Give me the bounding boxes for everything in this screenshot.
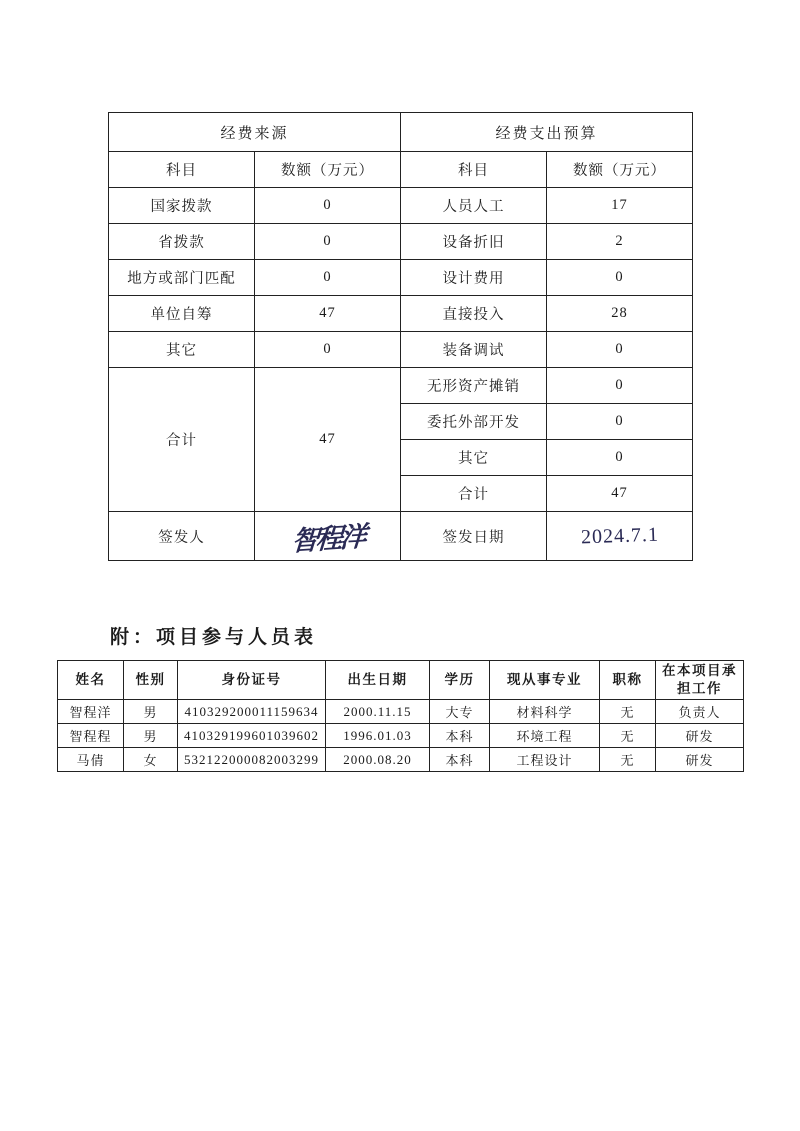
table-row (109, 224, 693, 260)
table-row (109, 152, 693, 188)
table-row (109, 512, 693, 561)
source-item: 省拨款 (109, 224, 255, 260)
expense-amount: 2 (547, 224, 693, 260)
budget-table (108, 112, 693, 561)
cell-birth: 2000.08.20 (326, 748, 430, 772)
personnel-table-container (57, 660, 743, 772)
expense-total-amount: 47 (547, 476, 693, 512)
expense-amount-header: 数额（万元） (547, 152, 693, 188)
cell-title: 无 (600, 748, 656, 772)
cell-duty: 研发 (656, 748, 744, 772)
cell-education: 本科 (430, 724, 490, 748)
expense-item: 其它 (401, 440, 547, 476)
cell-gender: 男 (124, 724, 178, 748)
expense-item: 设计费用 (401, 260, 547, 296)
sign-date-value-cell (547, 512, 693, 561)
handwritten-date: 2024.7.1 (580, 523, 659, 548)
table-row (58, 748, 744, 772)
table-row (109, 368, 693, 404)
column-header-title: 职称 (600, 661, 656, 700)
table-row (58, 724, 744, 748)
source-item: 其它 (109, 332, 255, 368)
table-row (109, 188, 693, 224)
cell-title: 无 (600, 724, 656, 748)
source-item: 国家拨款 (109, 188, 255, 224)
cell-major: 材料科学 (490, 700, 600, 724)
expense-amount: 0 (547, 260, 693, 296)
handwritten-signature: 智程洋 (290, 520, 365, 557)
source-amount: 0 (255, 332, 401, 368)
cell-birth: 2000.11.15 (326, 700, 430, 724)
cell-major: 工程设计 (490, 748, 600, 772)
budget-table-container (108, 112, 692, 561)
expense-item: 直接投入 (401, 296, 547, 332)
cell-name: 马倩 (58, 748, 124, 772)
cell-id: 410329199601039602 (178, 724, 326, 748)
cell-gender: 女 (124, 748, 178, 772)
cell-name: 智程洋 (58, 700, 124, 724)
column-header-education: 学历 (430, 661, 490, 700)
funding-source-title: 经费来源 (109, 113, 401, 152)
expense-item: 装备调试 (401, 332, 547, 368)
signer-signature-cell (255, 512, 401, 561)
table-row (58, 700, 744, 724)
source-amount: 0 (255, 260, 401, 296)
expense-budget-title: 经费支出预算 (401, 113, 693, 152)
column-header-birth: 出生日期 (326, 661, 430, 700)
source-item-header: 科目 (109, 152, 255, 188)
column-header-name: 姓名 (58, 661, 124, 700)
expense-item: 设备折旧 (401, 224, 547, 260)
expense-item: 无形资产摊销 (401, 368, 547, 404)
signer-label: 签发人 (109, 512, 255, 561)
table-row (109, 260, 693, 296)
expense-amount: 0 (547, 404, 693, 440)
cell-major: 环境工程 (490, 724, 600, 748)
table-row (109, 113, 693, 152)
cell-birth: 1996.01.03 (326, 724, 430, 748)
cell-id: 410329200011159634 (178, 700, 326, 724)
expense-amount: 0 (547, 440, 693, 476)
table-row (109, 332, 693, 368)
source-total-label: 合计 (109, 368, 255, 512)
column-header-gender: 性别 (124, 661, 178, 700)
source-item: 单位自筹 (109, 296, 255, 332)
cell-title: 无 (600, 700, 656, 724)
table-header-row (58, 661, 744, 700)
source-item: 地方或部门匹配 (109, 260, 255, 296)
column-header-id: 身份证号 (178, 661, 326, 700)
cell-gender: 男 (124, 700, 178, 724)
cell-duty: 研发 (656, 724, 744, 748)
column-header-duty: 在本项目承担工作 (656, 661, 744, 700)
table-row (109, 296, 693, 332)
cell-name: 智程程 (58, 724, 124, 748)
expense-amount: 0 (547, 332, 693, 368)
cell-education: 大专 (430, 700, 490, 724)
personnel-table (57, 660, 744, 772)
cell-education: 本科 (430, 748, 490, 772)
sign-date-label: 签发日期 (401, 512, 547, 561)
source-amount-header: 数额（万元） (255, 152, 401, 188)
source-amount: 0 (255, 224, 401, 260)
source-total-amount: 47 (255, 368, 401, 512)
expense-item: 人员人工 (401, 188, 547, 224)
expense-total-label: 合计 (401, 476, 547, 512)
expense-amount: 28 (547, 296, 693, 332)
expense-amount: 0 (547, 368, 693, 404)
source-amount: 47 (255, 296, 401, 332)
source-amount: 0 (255, 188, 401, 224)
cell-duty: 负责人 (656, 700, 744, 724)
cell-id: 532122000082003299 (178, 748, 326, 772)
expense-item-header: 科目 (401, 152, 547, 188)
expense-amount: 17 (547, 188, 693, 224)
expense-item: 委托外部开发 (401, 404, 547, 440)
column-header-major: 现从事专业 (490, 661, 600, 700)
appendix-title: 附：项目参与人员表 (110, 627, 318, 648)
